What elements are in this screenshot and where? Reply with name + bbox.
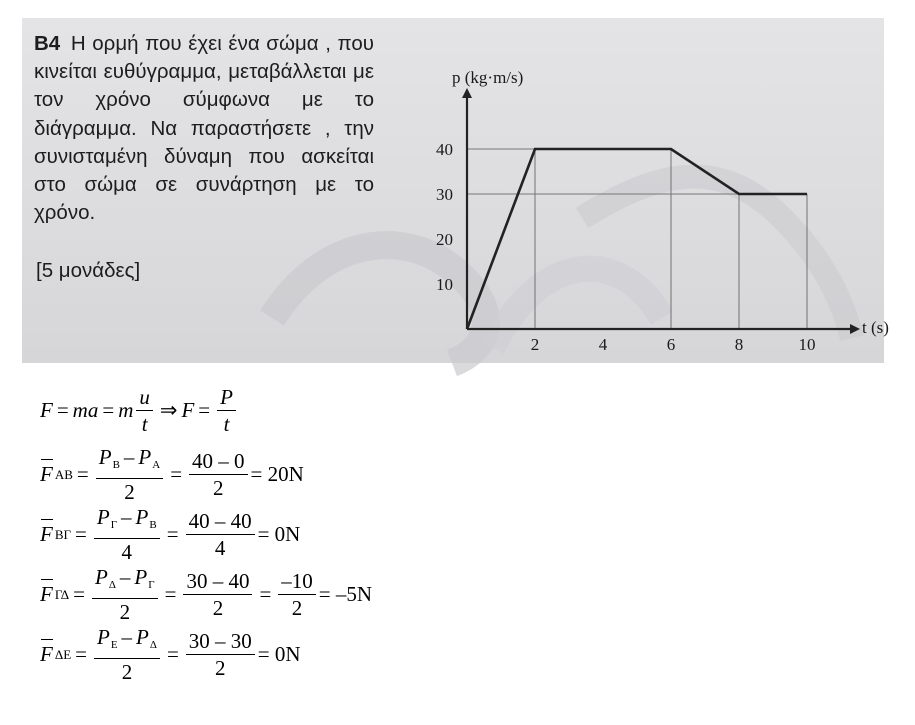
- force-symbol: F: [40, 462, 53, 486]
- force-subscript: BΓ: [54, 526, 72, 542]
- fraction-denominator: t: [141, 412, 148, 436]
- equals-sign: =: [166, 522, 179, 546]
- equation-newton: [40, 385, 239, 436]
- equals-sign: =: [75, 522, 87, 546]
- x-tick-label: 6: [666, 335, 676, 354]
- equation-force-ab: [40, 445, 304, 504]
- equation-force-bg: [40, 505, 300, 564]
- equation-force-gd: [40, 565, 372, 624]
- force-symbol: F: [40, 582, 53, 606]
- force-subscript: AB: [54, 466, 73, 482]
- graph-axes: [462, 88, 860, 334]
- fraction-numerator: u: [136, 385, 153, 411]
- fraction: [278, 569, 316, 620]
- force-subscript: ΔE: [54, 646, 72, 662]
- equals-sign: =: [56, 398, 69, 422]
- fraction-numerator: PΔ – PΓ: [92, 565, 158, 599]
- x-tick-label: 4: [598, 335, 608, 354]
- y-tick-label: 30: [436, 185, 453, 204]
- momentum-time-graph: [382, 68, 889, 358]
- equals-sign: =: [198, 398, 211, 422]
- fraction-denominator: 2: [121, 660, 133, 684]
- equals-sign: =: [164, 582, 177, 606]
- force-symbol: F: [40, 522, 53, 546]
- fraction: [183, 569, 252, 620]
- graph-guides: [467, 149, 807, 329]
- equals-sign: =: [259, 582, 272, 606]
- x-tick-label: 10: [798, 335, 816, 354]
- equals-sign: =: [102, 398, 115, 422]
- fraction-numerator: PB – PA: [96, 445, 163, 479]
- x-axis-arrow-icon: [850, 324, 860, 334]
- y-tick-label: 10: [436, 275, 453, 294]
- fraction-numerator: 40 – 40: [186, 509, 255, 535]
- fraction-denominator: t: [223, 412, 230, 436]
- result-value: = 0N: [257, 522, 301, 546]
- fraction-denominator: 2: [212, 596, 224, 620]
- x-axis-label: t (s): [862, 318, 889, 337]
- fraction-denominator: 2: [291, 596, 303, 620]
- fraction-denominator: 2: [215, 656, 226, 680]
- result-value: = 20N: [250, 462, 304, 486]
- fraction: [217, 385, 236, 436]
- implies-arrow: ⇒: [159, 398, 178, 422]
- fraction-numerator: PE – PΔ: [94, 625, 160, 659]
- fraction-numerator: P: [217, 385, 236, 411]
- fraction: [186, 629, 255, 680]
- y-axis-arrow-icon: [462, 88, 472, 98]
- fraction-denominator: 2: [213, 476, 224, 500]
- fraction: [136, 385, 153, 436]
- problem-photo: [22, 18, 889, 363]
- eq-symbol: ma: [72, 398, 99, 422]
- fraction-denominator: 4: [214, 536, 226, 560]
- equals-sign: =: [170, 462, 183, 486]
- problem-text: Η ορμή που έχει ένα σώμα , που κινείται ευθύγραμμα, μεταβάλλεται με τον χρόνο σύμφωνα με το διάγραμμα. Να παραστήσετε , την συνισταμένη δύναμη που ασκείται στο σώμα σε συνάρτηση με το χρόνο.: [34, 32, 374, 225]
- graph-tick-labels: [436, 140, 816, 354]
- equals-sign: =: [76, 462, 89, 486]
- force-symbol: F: [40, 642, 53, 666]
- fraction: [186, 509, 255, 560]
- fraction-numerator: PΓ – PB: [94, 505, 160, 539]
- y-tick-label: 20: [436, 230, 453, 249]
- fraction: [94, 625, 160, 684]
- equals-sign: =: [73, 582, 86, 606]
- fraction-denominator: 2: [124, 480, 135, 504]
- eq-symbol: F: [181, 398, 195, 422]
- momentum-line: [467, 149, 807, 329]
- x-tick-label: 2: [530, 335, 540, 354]
- equals-sign: =: [166, 642, 179, 666]
- equals-sign: =: [75, 642, 87, 666]
- fraction-numerator: 30 – 30: [186, 629, 255, 655]
- problem-number: B4: [34, 32, 61, 55]
- fraction-numerator: 40 – 0: [189, 449, 248, 475]
- force-subscript: ΓΔ: [54, 586, 70, 602]
- fraction-denominator: 4: [121, 540, 133, 564]
- y-axis-label: p (kg·m/s): [452, 68, 524, 87]
- y-tick-label: 40: [436, 140, 453, 159]
- fraction: [92, 565, 158, 624]
- fraction: [96, 445, 163, 504]
- equation-force-de: [40, 625, 301, 684]
- fraction-numerator: –10: [278, 569, 316, 595]
- fraction-numerator: 30 – 40: [183, 569, 252, 595]
- marks-label: [5 μονάδες]: [36, 259, 141, 282]
- eq-symbol: m: [118, 398, 134, 422]
- eq-symbol: F: [40, 398, 53, 422]
- fraction-denominator: 2: [119, 600, 131, 624]
- result-value: = 0N: [257, 642, 301, 666]
- fraction: [189, 449, 248, 500]
- fraction: [94, 505, 160, 564]
- result-value: = –5N: [318, 582, 373, 606]
- x-tick-label: 8: [734, 335, 744, 354]
- problem-statement: [34, 30, 374, 227]
